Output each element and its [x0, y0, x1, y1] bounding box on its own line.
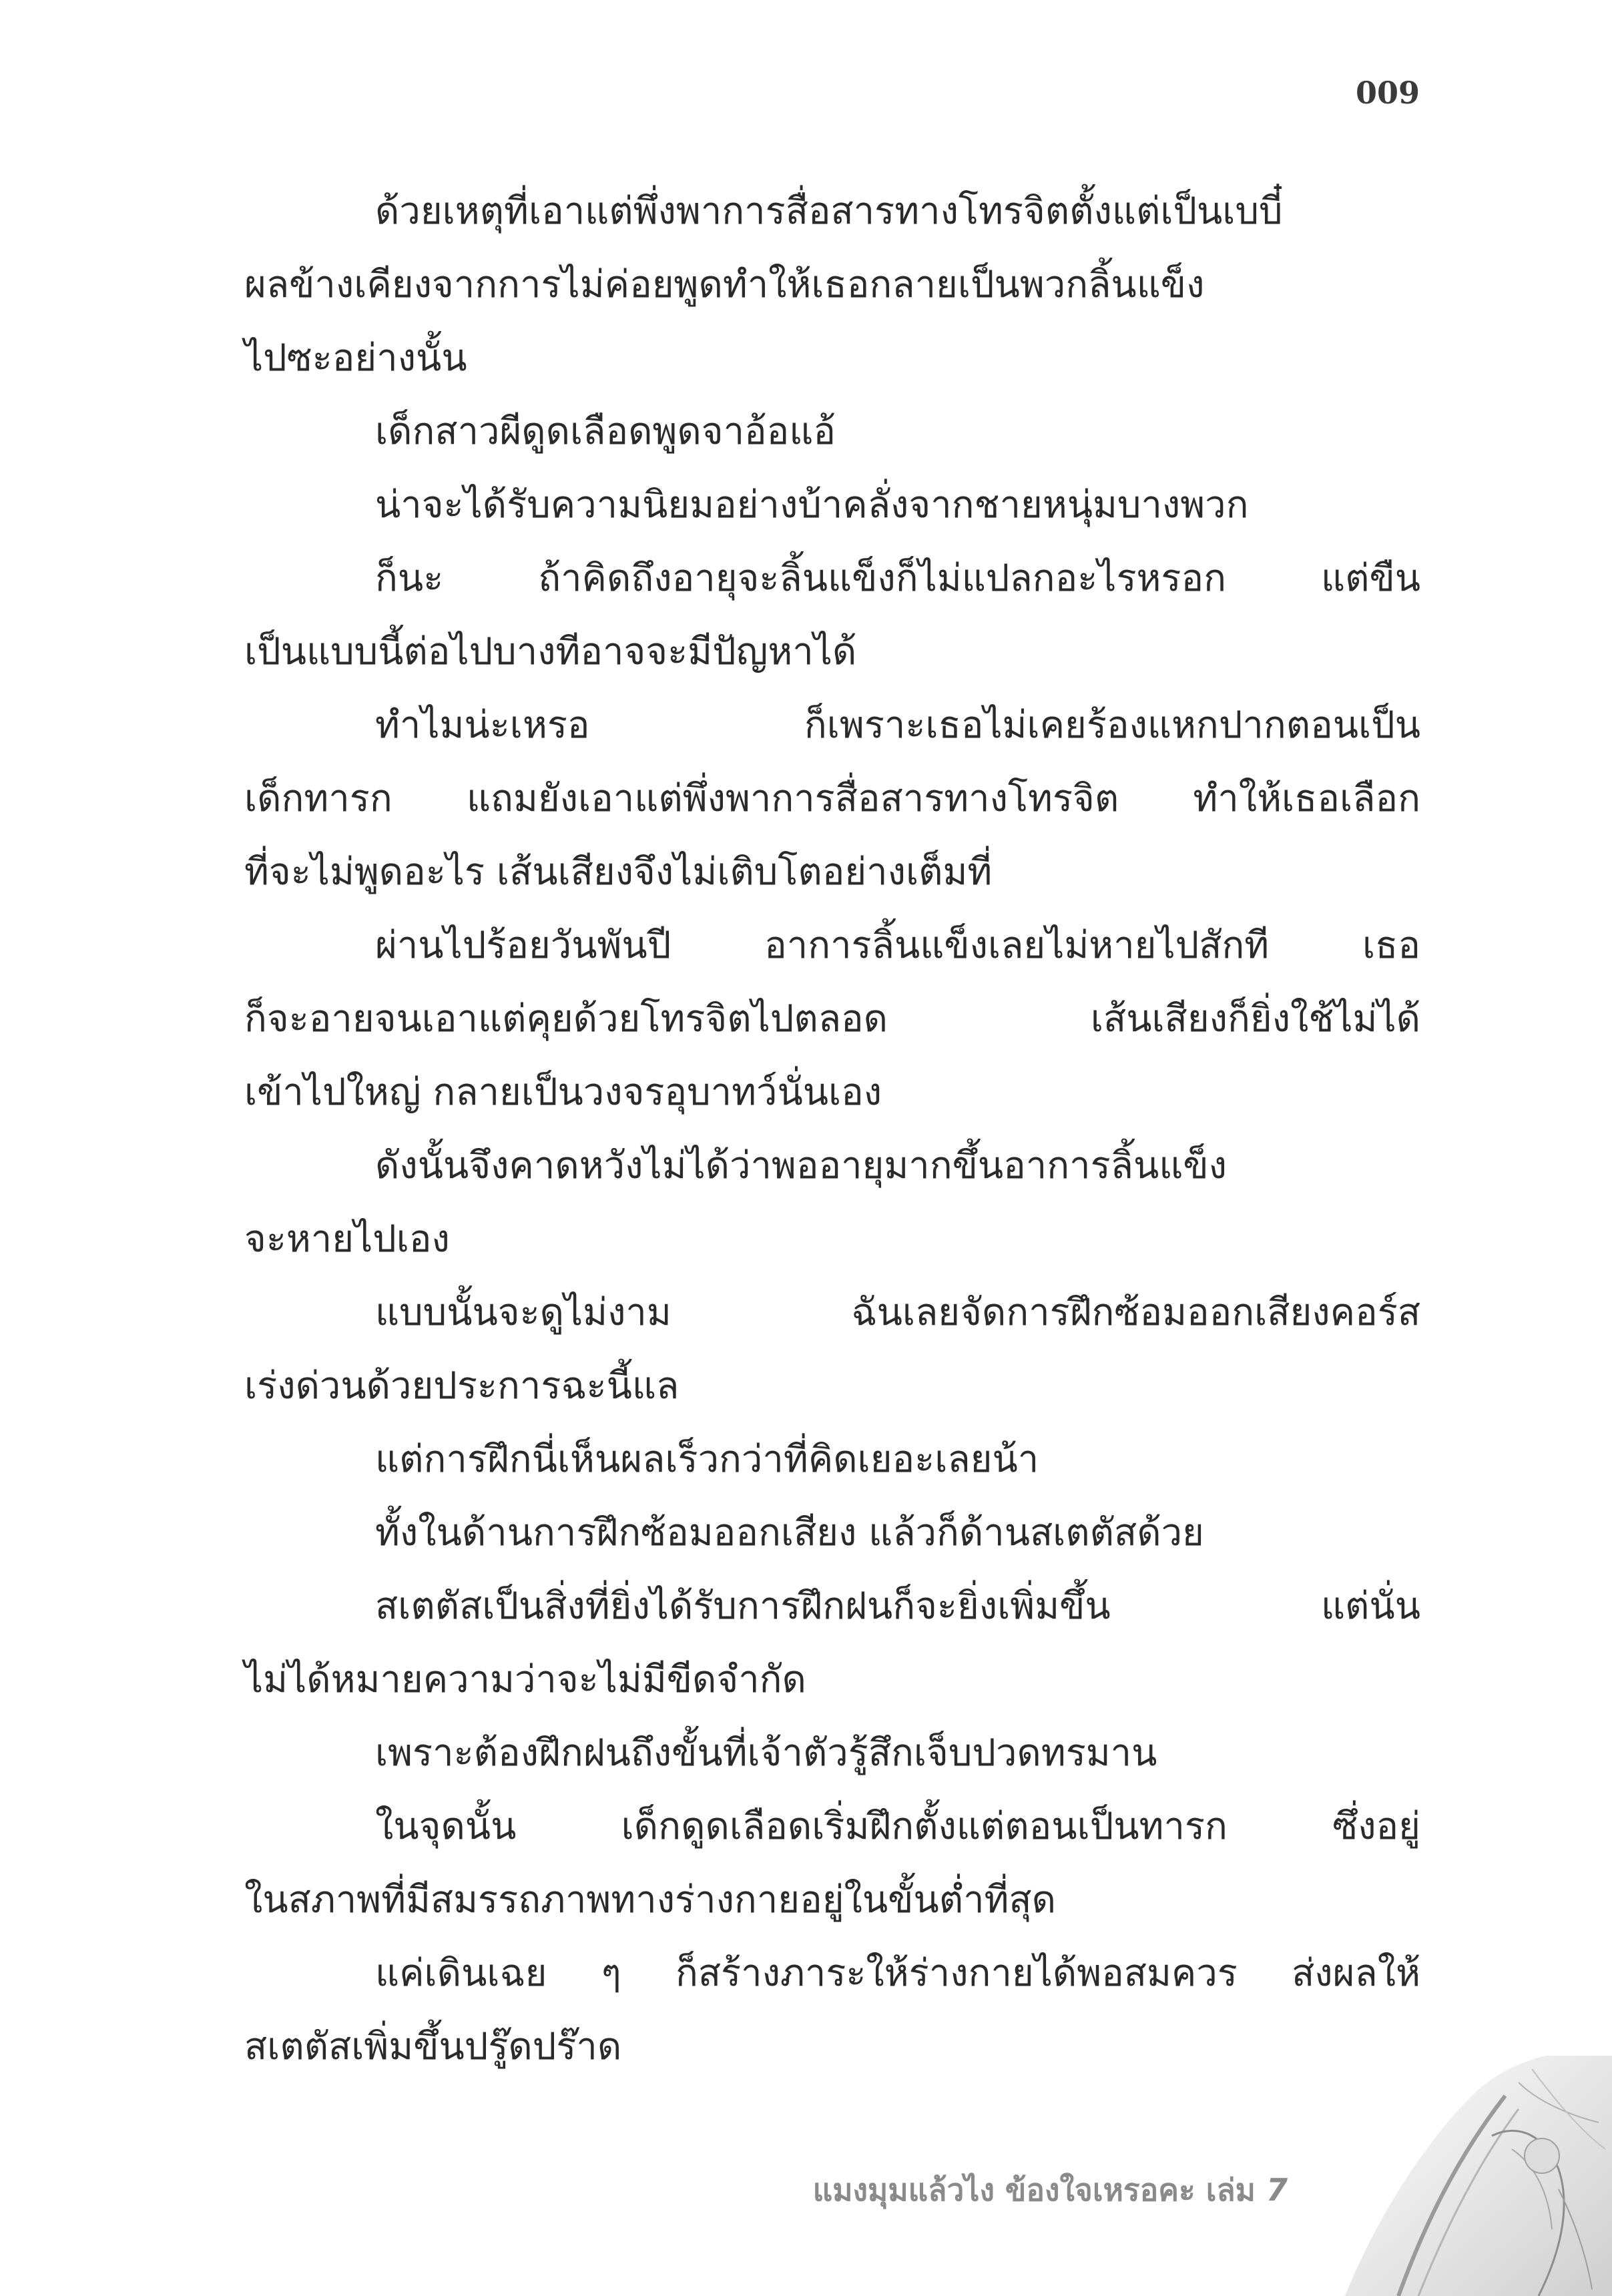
paragraph-first-line: ทำไมน่ะเหรอ ก็เพราะเธอไม่เคยร้องแหกปากตอนเป็น — [375, 703, 1420, 747]
paragraph-line: ผลข้างเคียงจากการไม่ค่อยพูดทำให้เธอกลายเป็นพวกลิ้นแข็ง — [244, 263, 1205, 306]
paragraph-line: ที่จะไม่พูดอะไร เส้นเสียงจึงไม่เติบโตอย่างเต็มที่ — [244, 850, 993, 894]
paragraph-first-line: เพราะต้องฝึกฝนถึงขั้นที่เจ้าตัวรู้สึกเจ็บปวดทรมาน — [375, 1731, 1157, 1775]
footer-title-text: แมงมุมแล้วไง ข้องใจเหรอคะ เล่ม — [812, 2172, 1256, 2208]
page-number: 009 — [1355, 75, 1420, 111]
paragraph-first-line: แต่การฝึกนี่เห็นผลเร็วกว่าที่คิดเยอะเลยน้า — [375, 1438, 1039, 1481]
paragraph-line: ในสภาพที่มีสมรรถภาพทางร่างกายอยู่ในขั้นต่ำที่สุด — [244, 1878, 1056, 1922]
paragraph-first-line: ก็นะ ถ้าคิดถึงอายุจะลิ้นแข็งก็ไม่แปลกอะไรหรอก แต่ขืน — [375, 557, 1420, 600]
paragraph-line: เร่งด่วนด้วยประการฉะนี้แล — [244, 1364, 680, 1408]
paragraph-first-line: ทั้งในด้านการฝึกซ้อมออกเสียง แล้วก็ด้านสเตตัสด้วย — [375, 1511, 1204, 1554]
footer-book-title — [813, 2166, 1288, 2215]
paragraph-first-line: แค่เดินเฉย ๆ ก็สร้างภาระให้ร่างกายได้พอสมควร ส่งผลให้ — [375, 1952, 1420, 1995]
paragraph-line: ก็จะอายจนเอาแต่คุยด้วยโทรจิตไปตลอด เส้นเสียงก็ยิ่งใช้ไม่ได้ — [244, 997, 1420, 1041]
paragraph-line: ไปซะอย่างนั้น — [244, 336, 467, 380]
paragraph-first-line: แบบนั้นจะดูไม่งาม ฉันเลยจัดการฝึกซ้อมออกเสียงคอร์ส — [375, 1291, 1420, 1334]
paragraph-line: เข้าไปใหญ่ กลายเป็นวงจรอุบาทว์นั่นเอง — [244, 1071, 882, 1114]
paragraph-first-line: เด็กสาวผีดูดเลือดพูดจาอ้อแอ้ — [375, 410, 836, 453]
paragraph-first-line: ดังนั้นจึงคาดหวังไม่ได้ว่าพออายุมากขึ้นอาการลิ้นแข็ง — [375, 1144, 1227, 1187]
footer-volume-number: 7 — [1266, 2172, 1288, 2208]
paragraph-first-line: ด้วยเหตุที่เอาแต่พึ่งพาการสื่อสารทางโทรจิตตั้งแต่เป็นเบบี๋ — [375, 190, 1283, 233]
paragraph-line: ไม่ได้หมายความว่าจะไม่มีขีดจำกัด — [244, 1658, 806, 1701]
paragraph-first-line: ในจุดนั้น เด็กดูดเลือดเริ่มฝึกตั้งแต่ตอนเป็นทารก ซึ่งอยู่ — [375, 1805, 1420, 1848]
paragraph-first-line: น่าจะได้รับความนิยมอย่างบ้าคลั่งจากชายหนุ่มบางพวก — [375, 483, 1249, 527]
paragraph-first-line: ผ่านไปร้อยวันพันปี อาการลิ้นแข็งเลยไม่หายไปสักที เธอ — [375, 924, 1420, 967]
paragraph-line: เด็กทารก แถมยังเอาแต่พึ่งพาการสื่อสารทางโทรจิต ทำให้เธอเลือก — [244, 777, 1420, 820]
paragraph-first-line: สเตตัสเป็นสิ่งที่ยิ่งได้รับการฝึกฝนก็จะยิ่งเพิ่มขึ้น แต่นั่น — [375, 1585, 1420, 1628]
paragraph-line: สเตตัสเพิ่มขึ้นปรู๊ดปร๊าด — [244, 2025, 622, 2068]
paragraph-line: เป็นแบบนี้ต่อไปบางทีอาจจะมีปัญหาได้ — [244, 630, 857, 673]
body-text — [244, 175, 1420, 2084]
paragraph-line: จะหายไปเอง — [244, 1217, 450, 1261]
character-illustration — [1318, 2056, 1612, 2296]
